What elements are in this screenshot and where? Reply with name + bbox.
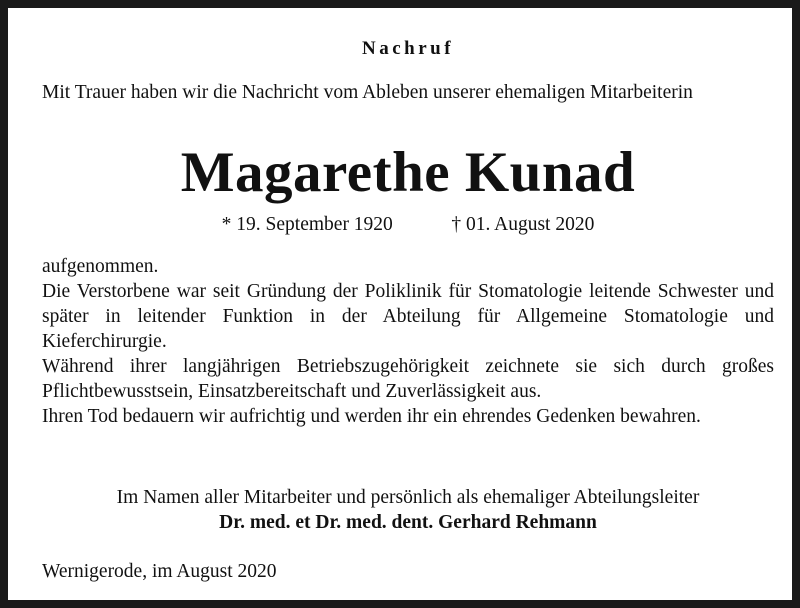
body-paragraph: Während ihrer langjährigen Betriebszugehörigkeit zeichnete sie sich durch großes Pflichtbewusstsein, Einsatzbereitschaft und Zuverlässigkeit aus.: [42, 356, 774, 402]
intro-text: Mit Trauer haben wir die Nachricht vom Ableben unserer ehemaligen Mitarbeiterin: [42, 82, 693, 103]
signer-name: Dr. med. et Dr. med. dent. Gerhard Rehmann: [219, 512, 597, 533]
life-dates: [42, 212, 774, 238]
signoff: [42, 485, 774, 535]
body-paragraph: aufgenommen.: [42, 256, 159, 277]
body-paragraph: Ihren Tod bedauern wir aufrichtig und werden ihr ein ehrendes Gedenken bewahren.: [42, 406, 701, 427]
obituary-body: [42, 254, 774, 429]
place-date: Wernigerode, im August 2020: [42, 561, 277, 582]
deceased-name: Magarethe Kunad: [180, 141, 636, 204]
signoff-line: Im Namen aller Mitarbeiter und persönlich als ehemaliger Abteilungsleiter: [116, 487, 700, 508]
notice-heading: Nachruf: [361, 38, 455, 59]
body-paragraph: Die Verstorbene war seit Gründung der Poliklinik für Stomatologie leitende Schwester und später in leitender Funktion in der Abteilung für Allgemeine Stomatologie und Kieferchirurgie.: [42, 281, 774, 352]
birth-date: * 19. September 1920: [221, 214, 393, 235]
death-date: † 01. August 2020: [451, 214, 595, 235]
